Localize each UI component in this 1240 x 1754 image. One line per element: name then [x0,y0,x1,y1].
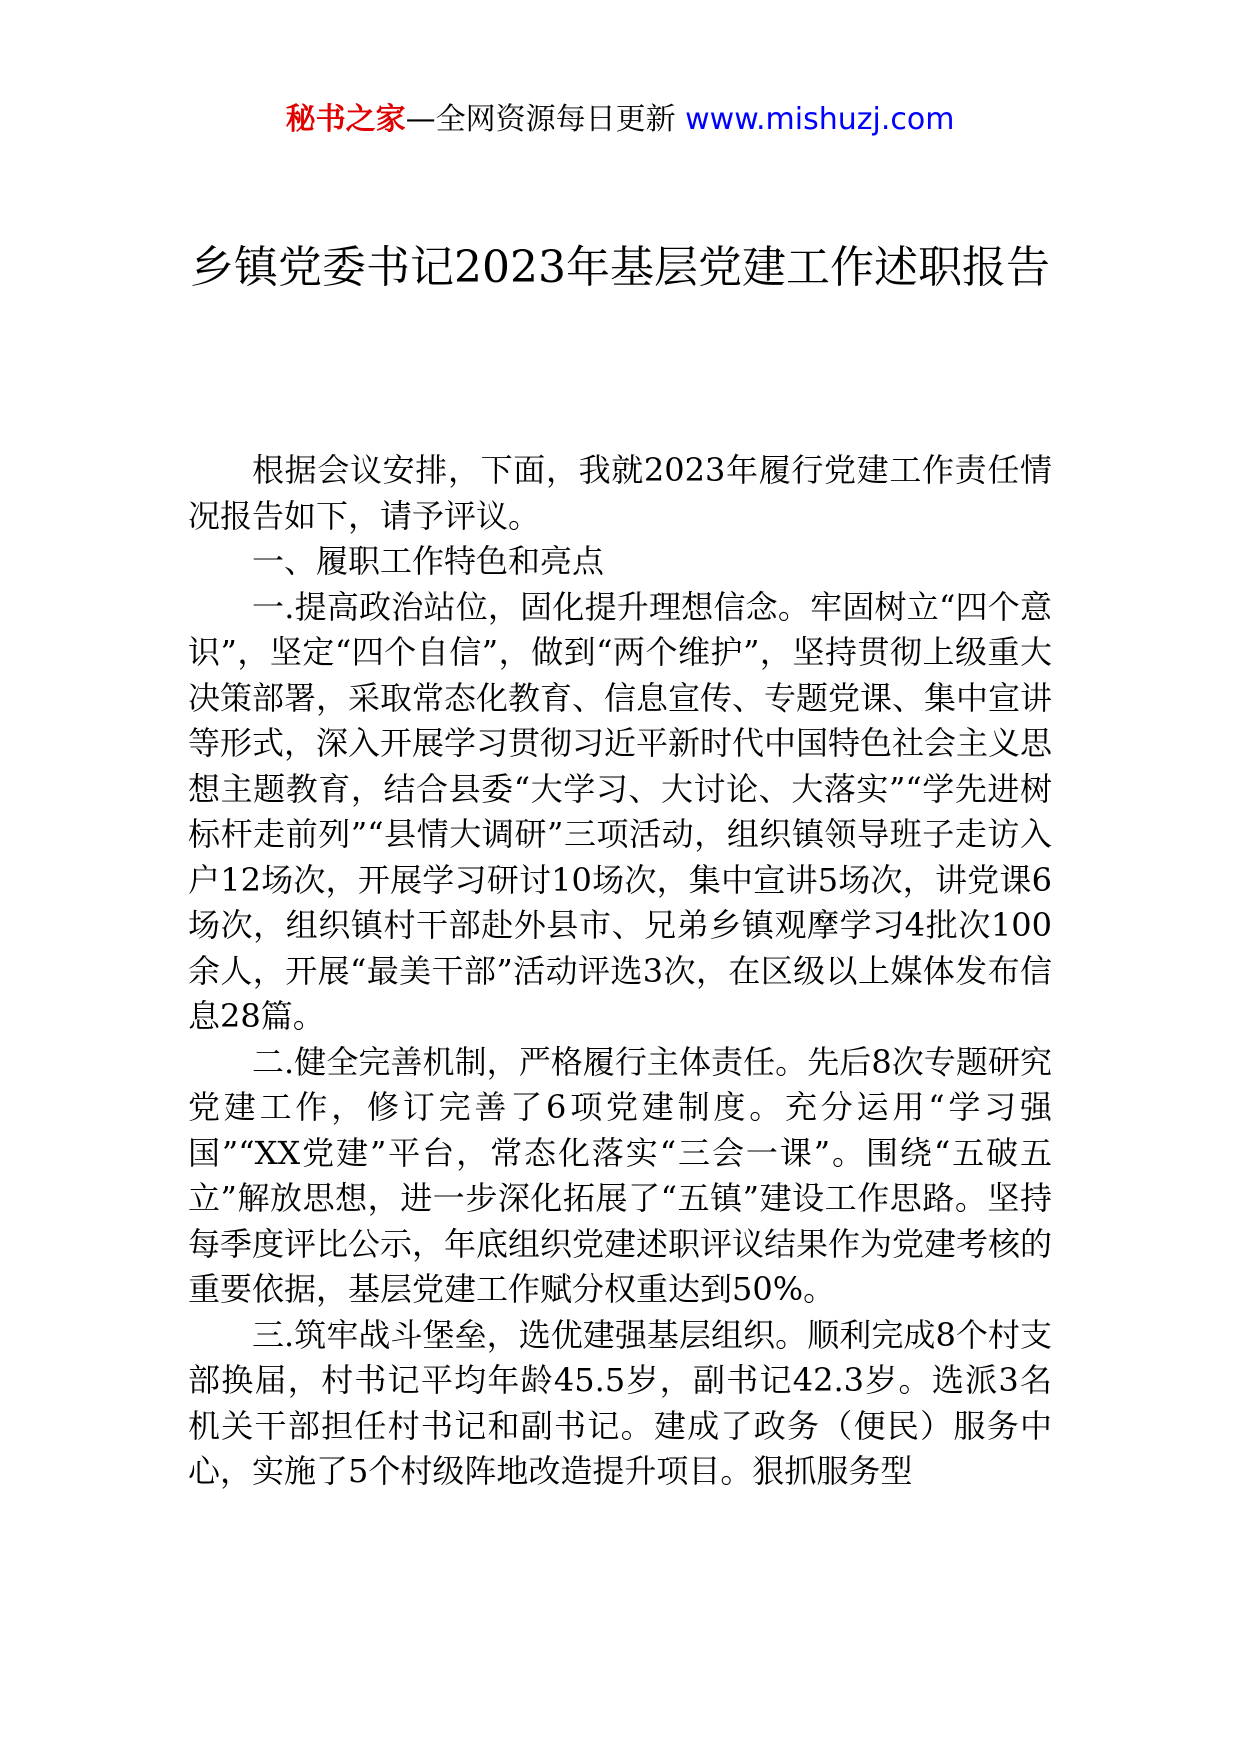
site-brand: 秘书之家 [285,102,406,137]
paragraph-item-3: 三.筑牢战斗堡垒，选优建强基层组织。顺利完成8个村支部换届，村书记平均年龄45.5岁，副书记42.3岁。选派3名机关干部担任村书记和副书记。建成了政务（便民）服务中心，实施了5个村级阵地改造提升项目。狠抓服务型 [188,1315,1052,1490]
site-url-link[interactable]: www.mishuzj.com [685,102,955,137]
paragraph-item-2: 二.健全完善机制，严格履行主体责任。先后8次专题研究党建工作，修订完善了6项党建制度。充分运用“学习强国”“XX党建”平台，常态化落实“三会一课”。围绕“五破五立”解放思想，进一步深化拓展了“五镇”建设工作思路。坚持每季度评比公示，年底组织党建述职评议结果作为党建考核的重要依据，基层党建工作赋分权重达到50%。 [188,1042,1053,1308]
site-tagline: —全网资源每日更新 [405,102,686,137]
paragraph-intro: 根据会议安排，下面，我就2023年履行党建工作责任情况报告如下，请予评议。 [188,451,1052,535]
site-header [0,100,1240,140]
paragraph-item-1: 一.提高政治站位，固化提升理想信念。牢固树立“四个意识”，坚定“四个自信”，做到“两个维护”，坚持贯彻上级重大决策部署，采取常态化教育、信息宣传、专题党课、集中宣讲等形式，深入开展学习贯彻习近平新时代中国特色社会主义思想主题教育，结合县委“大学习、大讨论、大落实”“学先进树标杆走前列”“县情大调研”三项活动，组织镇领导班子走访入户12场次，开展学习研讨10场次，集中宣讲5场次，讲党课6场次，组织镇村干部赴外县市、兄弟乡镇观摩学习4批次100余人，开展“最美干部”活动评选3次，在区级以上媒体发布信息28篇。 [188,587,1053,1035]
document-body [188,448,1052,1495]
document-title: 乡镇党委书记2023年基层党建工作述职报告 [190,242,1050,293]
section-heading: 一、履职工作特色和亮点 [252,542,605,580]
